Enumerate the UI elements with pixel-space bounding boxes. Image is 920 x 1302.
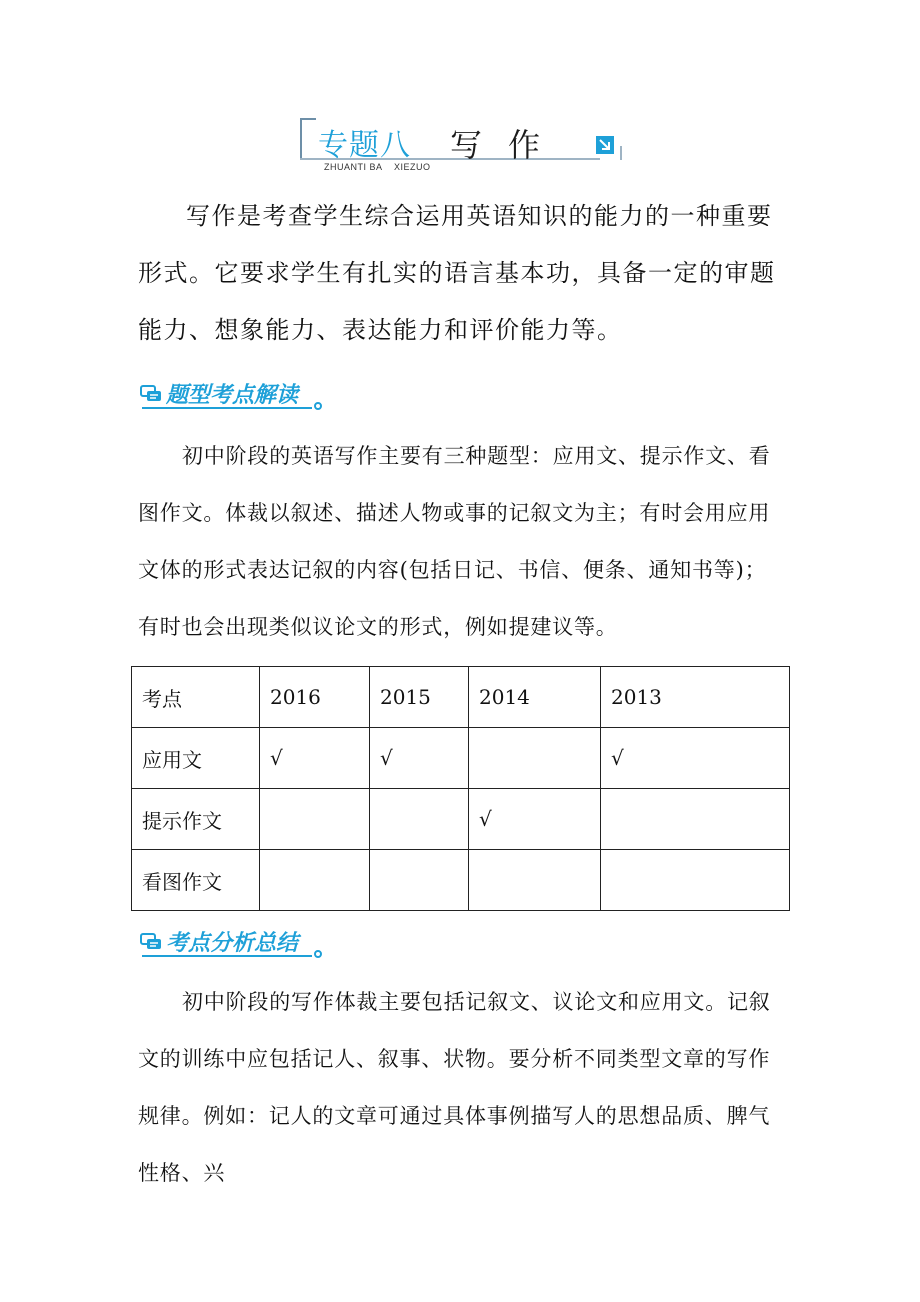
- table-cell: √: [601, 728, 790, 789]
- arrow-down-right-icon: [596, 136, 614, 154]
- chat-bubbles-icon: [140, 933, 162, 951]
- table-cell: √: [370, 728, 469, 789]
- analysis-summary-paragraph: 初中阶段的写作体裁主要包括记叙文、议论文和应用文。记叙文的训练中应包括记人、叙事、状物。要分析不同类型文章的写作规律。例如：记人的文章可通过具体事例描写人的思想品质、脾气性格、兴: [138, 990, 771, 1185]
- section-underline: [142, 955, 312, 957]
- table-header-cell: 2014: [469, 667, 601, 728]
- banner-title-main: 写作: [450, 126, 567, 164]
- table-row: [132, 728, 790, 789]
- table-cell: 看图作文: [132, 850, 260, 911]
- section-dot: [314, 950, 322, 958]
- section-underline: [142, 407, 312, 409]
- table-cell: [370, 789, 469, 850]
- table-header-cell: 2013: [601, 667, 790, 728]
- chat-bubbles-icon: [140, 385, 162, 403]
- question-types-paragraph: 初中阶段的英语写作主要有三种题型：应用文、提示作文、看图作文。体裁以叙述、描述人物或事的记叙文为主；有时会用应用文体的形式表达记叙的内容(包括日记、书信、便条、通知书等)；有时也会出现类似议论文的形式，例如提建议等。: [138, 444, 771, 639]
- table-cell: √: [260, 728, 370, 789]
- title-banner: [300, 118, 622, 170]
- table-cell: [601, 850, 790, 911]
- table-header-cell: 考点: [132, 667, 260, 728]
- table-row: [132, 850, 790, 911]
- banner-title-topic: 专题八: [318, 128, 411, 163]
- exam-points-table: [131, 666, 790, 911]
- table-cell: [469, 728, 601, 789]
- intro-paragraph: 写作是考查学生综合运用英语知识的能力的一种重要形式。它要求学生有扎实的语言基本功，具备一定的审题能力、想象能力、表达能力和评价能力等。: [138, 202, 776, 344]
- banner-frame-left: [300, 118, 316, 160]
- table-cell: 应用文: [132, 728, 260, 789]
- banner-pinyin: ZHUANTI BA XIEZUO: [324, 162, 431, 172]
- section-header-analysis-summary: [138, 928, 338, 958]
- section-title: 考点分析总结: [166, 931, 299, 956]
- section-dot: [314, 402, 322, 410]
- table-header-cell: 2015: [370, 667, 469, 728]
- table-row: [132, 789, 790, 850]
- table-cell: [260, 850, 370, 911]
- table-cell: √: [469, 789, 601, 850]
- table-cell: [469, 850, 601, 911]
- section-header-question-types: [138, 380, 338, 410]
- table-cell: [601, 789, 790, 850]
- table-header-cell: 2016: [260, 667, 370, 728]
- table-cell: [370, 850, 469, 911]
- table-cell: 提示作文: [132, 789, 260, 850]
- table-cell: [260, 789, 370, 850]
- section-title: 题型考点解读: [166, 383, 299, 408]
- table-header-row: [132, 667, 790, 728]
